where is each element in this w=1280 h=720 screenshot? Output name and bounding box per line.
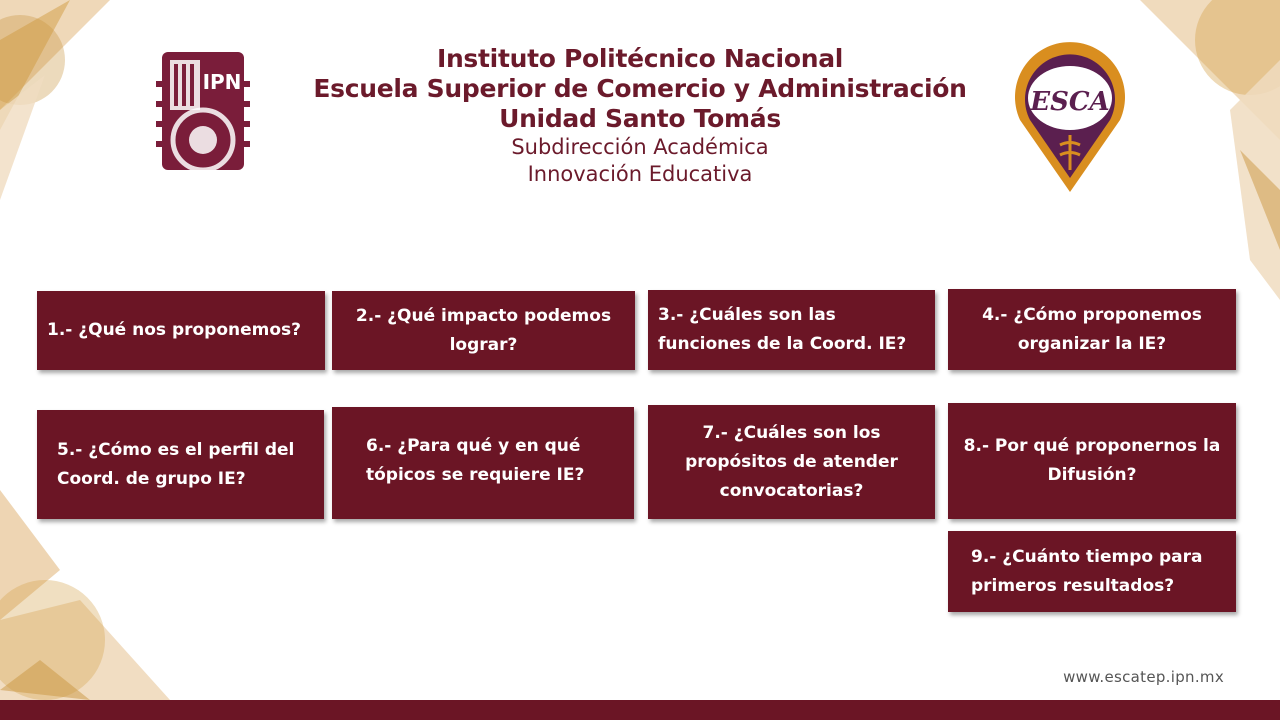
question-card-7[interactable]: [648, 405, 935, 519]
title-line-3: Unidad Santo Tomás: [499, 104, 781, 133]
question-card-7-label: 7.- ¿Cuáles son los propósitos de atender convocatorias?: [685, 422, 898, 501]
question-card-3[interactable]: [648, 290, 935, 370]
institution-title: [300, 44, 980, 188]
ipn-logo: [150, 44, 256, 194]
question-card-2[interactable]: [332, 291, 635, 370]
question-card-9-label: 9.- ¿Cuánto tiempo para primeros resultados?: [971, 546, 1203, 596]
website-url: www.escatep.ipn.mx: [1063, 668, 1224, 686]
ipn-logo-text: IPN: [202, 70, 242, 94]
esca-logo-text: ESCA: [1030, 87, 1110, 117]
question-card-5[interactable]: [37, 410, 324, 519]
bottom-left-decoration: [0, 490, 170, 700]
title-line-2: Escuela Superior de Comercio y Administración: [313, 74, 967, 103]
question-card-4-label: 4.- ¿Cómo proponemos organizar la IE?: [982, 304, 1202, 354]
question-card-4[interactable]: [948, 289, 1236, 370]
question-card-5-label: 5.- ¿Cómo es el perfil del Coord. de grupo IE?: [57, 439, 295, 489]
title-line-1: Instituto Politécnico Nacional: [436, 44, 844, 73]
header: [0, 0, 1280, 230]
question-card-6-label: 6.- ¿Para qué y en qué tópicos se requiere IE?: [366, 436, 585, 485]
question-card-3-label: 3.- ¿Cuáles son las funciones de la Coord. IE?: [658, 305, 907, 354]
title-line-5: Innovación Educativa: [527, 162, 753, 186]
question-card-8-label: 8.- Por qué proponernos la Difusión?: [963, 436, 1221, 485]
esca-logo: [1010, 40, 1130, 198]
question-card-1-label: 1.- ¿Qué nos proponemos?: [47, 320, 302, 340]
question-card-2-label: 2.- ¿Qué impacto podemos lograr?: [355, 305, 612, 355]
question-card-9[interactable]: [948, 531, 1236, 612]
question-card-8[interactable]: [948, 403, 1236, 519]
question-card-6[interactable]: [332, 407, 634, 519]
footer-bar: [0, 700, 1280, 720]
title-line-4: Subdirección Académica: [511, 135, 769, 159]
question-card-1[interactable]: [37, 291, 325, 370]
